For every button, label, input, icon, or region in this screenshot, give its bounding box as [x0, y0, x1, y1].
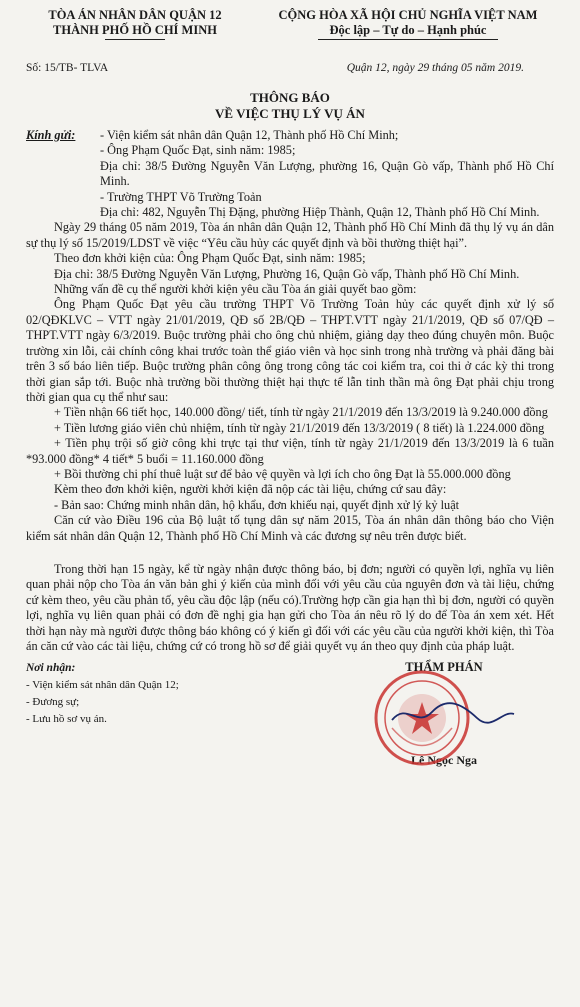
recipients-list [100, 128, 554, 220]
court-underline [105, 39, 165, 40]
document-number: Số: 15/TB- TLVA [26, 62, 109, 74]
recipient-line: - Ông Phạm Quốc Đạt, sinh năm: 1985; [100, 143, 296, 158]
nation-name: CỘNG HÒA XÃ HỘI CHỦ NGHĨA VIỆT NAM [278, 8, 538, 22]
distribution-item: - Lưu hồ sơ vụ án. [26, 713, 107, 726]
recipients-label: Kính gửi: [26, 128, 76, 142]
paragraph-plaintiff: Theo đơn khởi kiện của: Ông Phạm Quốc Đạt, sinh năm: 1985; [54, 251, 366, 266]
distribution-list [26, 660, 179, 768]
national-motto-block [262, 8, 554, 40]
document-body [26, 128, 554, 654]
paragraph-evidence: - Bản sao: Chứng minh nhân dân, hộ khẩu, đơn khiếu nại, quyết định xử lý kỷ luật [54, 497, 460, 512]
motto-underline [318, 39, 498, 40]
claim-item: + Tiền nhận 66 tiết học, 140.000 đồng/ tiết, tính từ ngày 21/1/2019 đến 13/3/2019 là 9.240.000 đồng [54, 405, 548, 420]
document-title [26, 90, 554, 122]
paragraph-address: Địa chỉ: 38/5 Đường Nguyễn Văn Lượng, Phường 16, Quận Gò vấp, Thành phố Hồ Chí Minh. [54, 266, 520, 281]
paragraph-acceptance: Ngày 29 tháng 05 năm 2019, Tòa án nhân dân Quận 12, Thành phố Hồ Chí Minh đã thụ lý vụ án dân sự thụ lý số 15/2019/LDST về việc “Yêu cầu hủy các quyết định và bồi thường thiệt hại”. [26, 220, 554, 250]
court-block [26, 8, 244, 40]
recipients-section [26, 128, 554, 220]
paragraph-evidence-intro: Kèm theo đơn khởi kiện, người khởi kiện đã nộp các tài liệu, chứng cứ sau đây: [54, 482, 447, 497]
document-footer [26, 660, 554, 768]
recipient-line: - Trường THPT Võ Trường Toản [100, 189, 262, 204]
spacer [26, 544, 554, 562]
paragraph-legal-basis: Căn cứ vào Điều 196 của Bộ luật tố tụng dân sự năm 2015, Tòa án nhân dân thông báo cho Viện kiểm sát nhân dân Quận 12, Thành phố Hồ Chí Minh và các đương sự nêu trên được biết. [26, 513, 554, 543]
document-meta [26, 62, 554, 74]
document-header [26, 8, 554, 40]
recipient-line: - Viện kiểm sát nhân dân Quận 12, Thành phố Hồ Chí Minh; [100, 128, 399, 142]
distribution-heading: Nơi nhận: [26, 662, 76, 675]
signer-name: Lê Ngọc Nga [411, 753, 477, 768]
paragraph-claims: Ông Phạm Quốc Đạt yêu cầu trường THPT Võ Trường Toản hủy các quyết định xử lý số 02/QĐKLVC – VTT ngày 21/01/2019, QĐ số 2B/QĐ – THPT.VTT ngày 21/1/2019, QĐ số 07/QĐ – THPT.VTT ngày 6/3/2019. Buộc trường phải cho ông chủ nhiệm, giảng dạy theo đúng chuyên môn. Buộc trường xin lỗi, cải chính công khai trước toàn thể giáo viên và học sinh trong nhà trường và phải đăng bài trên 3 số báo liên tiếp. Buộc trường phân công ông trong công tác coi kiểm tra, coi thi ở các kỳ thi trong thời gian sắp tới. Buộc nhà trường bồi thường thiệt hại thực tế lẫn tinh thần mà ông Đạt phải chịu trong thời gian qua cụ thể như sau: [26, 297, 554, 404]
signer-role: THẨM PHÁN [405, 660, 483, 675]
signature-icon [382, 700, 522, 730]
claim-item: + Tiền lương giáo viên chủ nhiệm, tính từ ngày 21/1/2019 đến 13/3/2019 ( 8 tiết) là 1.224.000 đồng [54, 420, 545, 435]
claim-item: + Tiền phụ trội số giờ công khi trực tại thư viện, tính từ ngày 21/1/2019 đến 13/3/2019 là 6 tuần *93.000 đồng* 4 tiết* 5 buổi = 11.160.000 đồng [26, 436, 554, 466]
recipient-line: Địa chỉ: 38/5 Đường Nguyễn Văn Lượng, phường 16, Quận Gò vấp, Thành phố Hồ Chí Minh. [100, 158, 554, 189]
title-line-2: VỀ VIỆC THỤ LÝ VỤ ÁN [215, 106, 365, 121]
nation-motto: Độc lập – Tự do – Hạnh phúc [329, 23, 487, 37]
claim-item: + Bồi thường chi phí thuê luật sư để bảo vệ quyền và lợi ích cho ông Đạt là 55.000.000 đồng [54, 466, 511, 481]
distribution-item: - Đương sự; [26, 696, 80, 709]
document-date: Quận 12, ngày 29 tháng 05 năm 2019. [346, 62, 524, 74]
paragraph-claims-intro: Những vấn đề cụ thể người khởi kiện yêu cầu Tòa án giải quyết bao gồm: [54, 282, 417, 297]
title-line-1: THÔNG BÁO [250, 90, 330, 105]
signature-block [334, 660, 554, 768]
court-name: TÒA ÁN NHÂN DÂN QUẬN 12 [48, 8, 222, 22]
court-city: THÀNH PHỐ HỒ CHÍ MINH [53, 23, 217, 37]
paragraph-deadline: Trong thời hạn 15 ngày, kể từ ngày nhận được thông báo, bị đơn; người có quyền lợi, nghĩa vụ liên quan phải nộp cho Tòa án văn bản ghi ý kiến của mình đối với yêu cầu của nguyên đơn và tài liệu, chứng cứ kèm theo, yêu cầu phản tố, yêu cầu độc lập (nếu có).Trường hợp cần gia hạn thì bị đơn, người có quyền lợi, nghĩa vụ liên quan phải có đơn đề nghị gia hạn gửi cho Tòa án nêu rõ lý do để Tòa án xem xét. Hết thời hạn này mà người được thông báo không có ý kiến gì đối với các yêu cầu của người khởi kiện, thì Tòa án căn cứ vào các tài liệu, chứng cứ có trong hồ sơ để giải quyết vụ án theo quy định của pháp luật. [26, 561, 554, 653]
distribution-item: - Viện kiểm sát nhân dân Quận 12; [26, 679, 179, 692]
recipient-line: Địa chỉ: 482, Nguyễn Thị Đặng, phường Hiệp Thành, Quận 12, Thành phố Hồ Chí Minh. [100, 205, 540, 220]
